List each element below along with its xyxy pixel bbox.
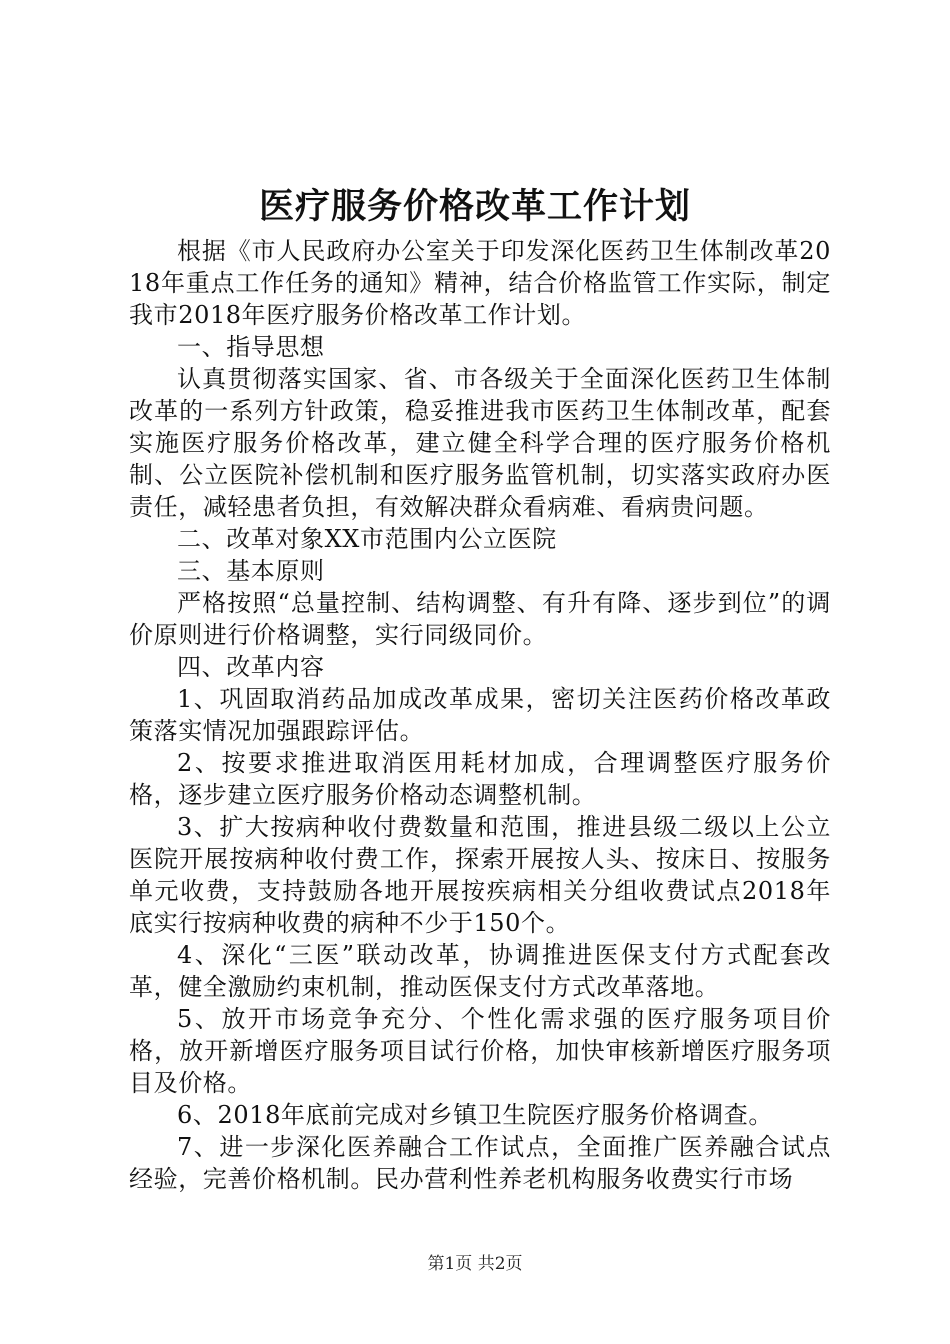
section-heading-reform-content: 四、改革内容	[177, 653, 325, 681]
section-heading-guiding-thought: 一、指导思想	[177, 333, 325, 361]
document-title: 医疗服务价格改革工作计划	[258, 186, 691, 227]
list-item-4: 4、深化“三医”联动改革，协调推进医保支付方式配套改革，健全激励约束机制，推动医保支付方式改革落地。	[129, 941, 831, 1001]
list-item-6: 6、2018年底前完成对乡镇卫生院医疗服务价格调查。	[177, 1101, 773, 1129]
list-item-1: 1、巩固取消药品加成改革成果，密切关注医药价格改革政策落实情况加强跟踪评估。	[129, 685, 831, 745]
page-number-footer: 第1页 共2页	[427, 1254, 523, 1274]
list-item-5: 5、放开市场竞争充分、个性化需求强的医疗服务项目价格，放开新增医疗服务项目试行价格，加快审核新增医疗服务项目及价格。	[129, 1005, 831, 1097]
paragraph-basic-principles: 严格按照“总量控制、结构调整、有升有降、逐步到位”的调价原则进行价格调整，实行同级同价。	[129, 589, 831, 649]
section-heading-reform-target: 二、改革对象XX市范围内公立医院	[177, 525, 557, 553]
list-item-3: 3、扩大按病种收付费数量和范围，推进县级二级以上公立医院开展按病种收付费工作，探索开展按人头、按床日、按服务单元收费，支持鼓励各地开展按疾病相关分组收费试点2018年底实行按病种收费的病种不少于150个。	[129, 813, 831, 937]
paragraph-guiding-thought: 认真贯彻落实国家、省、市各级关于全面深化医药卫生体制改革的一系列方针政策，稳妥推进我市医药卫生体制改革，配套实施医疗服务价格改革，建立健全科学合理的医疗服务价格机制、公立医院补偿机制和医疗服务监管机制，切实落实政府办医责任，减轻患者负担，有效解决群众看病难、看病贵问题。	[129, 365, 831, 521]
paragraph-intro: 根据《市人民政府办公室关于印发深化医药卫生体制改革2018年重点工作任务的通知》精神，结合价格监管工作实际，制定我市2018年医疗服务价格改革工作计划。	[129, 237, 831, 329]
document-body	[129, 235, 831, 1195]
section-heading-basic-principles: 三、基本原则	[177, 557, 325, 585]
list-item-7: 7、进一步深化医养融合工作试点，全面推广医养融合试点经验，完善价格机制。民办营利性养老机构服务收费实行市场	[129, 1133, 831, 1193]
list-item-2: 2、按要求推进取消医用耗材加成，合理调整医疗服务价格，逐步建立医疗服务价格动态调整机制。	[129, 749, 831, 809]
